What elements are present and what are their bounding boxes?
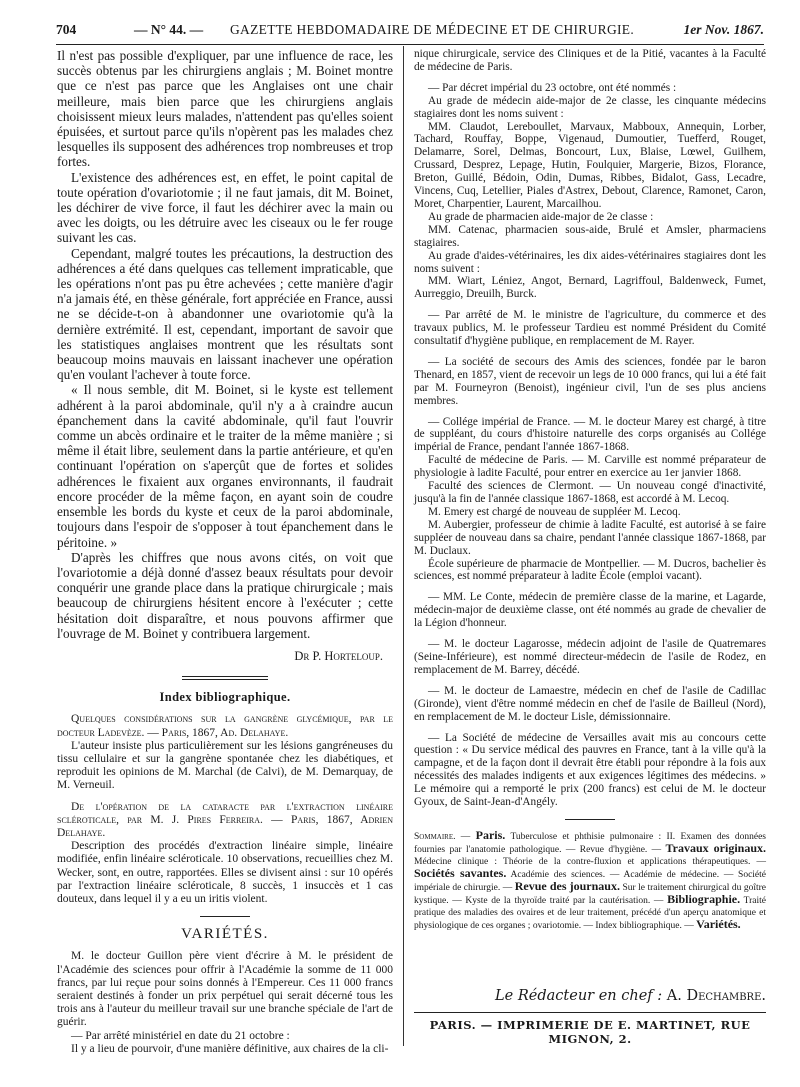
separator: [200, 916, 250, 917]
bibliography-title: De l'opération de la cataracte par l'extraction linéaire scléroticale, par M. J. Pires Ferreira. — Paris, 1867, Adrien Delahaye.: [57, 800, 393, 839]
paragraph: L'existence des adhérences est, en effet, le point capital de toute opération d'ovariotomie ; il ne faut jamais, dit M. Boinet, les déchirer de vive force, il faut les déchirer avec la main ou avec les doigts, ou les détruire avec les ciseaux ou le fer rouge suivant les cas.: [57, 169, 393, 246]
paragraph: — La Société de médecine de Versailles avait mis au concours cette question : « Du service médical des pauvres en France, tant à la ville qu'à la campagne, et de la façon dont il devrait être établi pour répondre à la fois aux nécessités des malades indigents et aux exigences légitimes des médecins. » Le mémoire qui a remporté le prix (200 francs) est celui de M. le docteur Gyoux, de Saint-Jean-d'Angély.: [414, 731, 766, 809]
page-header: [56, 22, 764, 40]
paragraph: MM. Catenac, pharmacien sous-aide, Brulé et Amsler, pharmaciens stagiaires.: [414, 223, 766, 249]
bibliography-title: Quelques considérations sur la gangrène glycémique, par le docteur Ladevèze. — Paris, 1867, Ad. Delahaye.: [57, 713, 393, 739]
paragraph: — M. le docteur Lagarosse, médecin adjoint de l'asile de Quatremares (Seine-Inférieure), est nommé directeur-médecin de l'asile de Rodez, en remplacement de M. Barrey, décédé.: [414, 638, 766, 676]
sommaire-section: Bibliographie.: [667, 892, 741, 907]
sommaire-text: Tuberculose et phthisie pulmonaire : II. Examen des données fournies par l'anatomie pathologique. — Revue d'hygiène. —: [414, 831, 766, 856]
bibliography-text: L'auteur insiste plus particulièrement sur les lésions gangréneuses du tissu cellulaire et sur la gangrène spontanée chez les diabétiques, et reproduit les opinions de M. Marchal (de Calvi), de M. Demarquay, de M. Verneuil.: [57, 739, 393, 792]
signature: Dr P. Horteloup.: [294, 648, 383, 663]
paragraph: Il y a lieu de pourvoir, d'une manière définitive, aux chaires de la cli-: [71, 1042, 389, 1055]
redacteur-line: [414, 988, 766, 1004]
redacteur-label: Le Rédacteur en chef :: [495, 988, 663, 1004]
paragraph: — Par arrêté ministériel en date du 21 octobre :: [71, 1029, 290, 1042]
paragraph: M. Emery est chargé de nouveau de suppléer M. Lecoq.: [428, 505, 681, 518]
imprint: PARIS. — IMPRIMERIE DE E. MARTINET, RUE MIGNON, 2.: [429, 1018, 751, 1046]
page-number: 704: [56, 22, 77, 37]
sommaire-label: Sommaire.: [414, 831, 456, 842]
separator: [565, 819, 615, 820]
paragraph: MM. Wiart, Léniez, Angot, Bernard, Lagriffoul, Baldenweck, Fumet, Aurreggio, Dreuilh, Burck.: [414, 275, 766, 301]
paragraph: Faculté des sciences de Clermont. — Un nouveau congé d'inactivité, jusqu'à la fin de l'année classique 1867-1868, est accordé à M. Lecoq.: [414, 480, 766, 505]
paragraph: Au grade de médecin aide-major de 2e classe, les cinquante médecins stagiaires dont les noms suivent :: [414, 94, 766, 120]
journal-title: GAZETTE HEBDOMADAIRE DE MÉDECINE ET DE CHIRURGIE.: [230, 22, 635, 37]
sommaire-section: Variétés.: [696, 917, 741, 932]
paragraph: M. le docteur Guillon père vient d'écrire à M. le président de l'Académie des sciences pour offrir à l'Académie la somme de 11 000 francs, par lui reçue pour soins donnés à l'Empereur. Ces 11 000 francs seraient destinés à fonder un prix perpétuel qui serait décerné tous les trois ans à l'auteur du meilleur travail sur une branche spéciale de l'art de guérir.: [57, 950, 393, 1029]
bibliography-text: Description des procédés d'extraction linéaire simple, linéaire modifiée, enfin linéaire scléroticale. 10 observations, recueillies chez M. Wecker, sont, en outre, rapportées. Elles se divisent ainsi : sur 10 opérés par l'extraction linéaire scléroticale, 8 succès, 1 insuccès et 1 cas douteux, dans lequel il y a eu un iritis violent.: [57, 840, 393, 905]
paragraph: Faculté de médecine de Paris. — M. Carville est nommé préparateur de physiologie à ladite Faculté, pour entrer en exercice au 1er janvier 1868.: [414, 454, 766, 480]
paragraph: — MM. Le Conte, médecin de première classe de la marine, et Lagarde, médecin-major de deuxième classe, ont été nommés au grade de chevalier de la Légion d'honneur.: [414, 591, 766, 630]
sommaire-section: Paris.: [475, 827, 506, 842]
sommaire-section: Revue des journaux.: [514, 879, 620, 894]
sommaire-text: Académie des sciences. — Académie de médecine. — Société impériale de chirurgie. —: [414, 869, 767, 894]
sommaire-section: Travaux originaux.: [665, 841, 766, 856]
paragraph: « Il nous semble, dit M. Boinet, si le kyste est tellement adhérent à la paroi abdominale, qu'il n'y a à craindre aucun épanchement dans la cavité abdominale, qu'il faut l'ouvrir comme un abcès ordinaire et le traiter de la même manière ; si même il était libre, seulement dans la partie antérieure, et qu'en continuant l'opération on s'aperçût que de fortes et solides adhérences le fixaient aux organes environnants, il faudrait encore procéder de la même façon, en ayant soin de coudre ensemble les bords du kyste et ceux de la paroi abdominale, toujours dans l'espoir de s'opposer à tout épanchement dans le péritoine. »: [57, 382, 393, 550]
paragraph: nique chirurgicale, service des Cliniques et de la Pitié, vacantes à la Faculté de médecine de Paris.: [414, 48, 766, 73]
paragraph: — Collége impérial de France. — M. le docteur Marey est chargé, à titre de suppléant, du cours d'histoire naturelle des corps organisés au Collége impérial de France, pendant l'année 1867-1868.: [414, 415, 766, 454]
sommaire: Sommaire. — Paris. Tuberculose et phthisie pulmonaire : II. Examen des données fournies par l'anatomie pathologique. — Revue d'hygiène. — Travaux originaux. Médecine clinique : Théorie de la contre-fluxion et applications thérapeutiques. — Sociétés savantes. Académie des sciences. — Académie de médecine. — Société impériale de chirurgie. — Revue des journaux. Sur le traitement chirurgical du goître kystique. — Kyste de la thyroïde traité par la cautérisation. — Bibliographie. Traité pratique des maladies des ovaires et de leur traitement, précédé d'un aperçu anatomique et physiologique de ces organes ; ovariotomie. — Index bibliographique. — Variétés.: [414, 827, 767, 932]
paragraph: M. Aubergier, professeur de chimie à ladite Faculté, est autorisé à se faire suppléer de nouveau dans sa chaire, pendant l'année classique 1867-1868, par M. Duclaux.: [414, 518, 766, 557]
paragraph: D'après les chiffres que nous avons cités, on voit que l'ovariotomie a déjà donné d'assez beaux résultats pour devoir conquérir une grande place dans la pratique chirurgicale ; mais beaucoup de chirurgiens hésitent encore à l'exécuter ; cette hésitation doit disparaître, et nous pouvons affirmer que l'ouvrage de M. Boinet y contribuera largement.: [57, 549, 393, 641]
issue-number: — N° 44. —: [134, 22, 204, 37]
paragraph: Il n'est pas possible d'expliquer, par une influence de race, les succès obtenus par les chirurgiens anglais ; M. Boinet montre que ce n'est pas parce que les Anglaises ont une chair meilleure, mais bien parce que les chirurgiens anglais choisissent mieux leurs malades, n'attendent pas qu'elles soient épuisées, et surtout parce qu'ils n'opèrent pas les malades chez lesquelles ils supposent des adhérences trop nombreuses et trop fortes.: [57, 48, 393, 170]
separator: [182, 676, 268, 680]
header-rule: [56, 44, 764, 45]
sommaire-section: Sociétés savantes.: [414, 865, 507, 880]
index-title: Index bibliographique.: [159, 690, 291, 705]
paragraph: École supérieure de pharmacie de Montpellier. — M. Ducros, bachelier ès sciences, est nommé préparateur à ladite École (emploi vacant).: [414, 557, 766, 583]
paragraph: — La société de secours des Amis des sciences, fondée par le baron Thenard, en 1857, vient de recevoir un legs de 10 000 francs, qui lui a été fait par M. Fourneyron (Benoist), ingénieur civil, l'un de ses plus anciens membres.: [414, 355, 766, 407]
paragraph: Au grade de pharmacien aide-major de 2e classe :: [428, 210, 654, 223]
paragraph: — Par arrêté de M. le ministre de l'agriculture, du commerce et des travaux publics, M. le professeur Tardieu est nommé Président du Comité consultatif d'hygiène publique, en remplacement de M. Rayer.: [414, 309, 766, 348]
paragraph: — M. le docteur de Lamaestre, médecin en chef de l'asile de Cadillac (Gironde), vient d'être nommé médecin en chef de l'asile de Bailleul (Nord), en remplacement de M. le docteur Lisle, démissionnaire.: [414, 684, 766, 723]
paragraph: — Par décret impérial du 23 octobre, ont été nommés :: [428, 81, 677, 94]
imprint-rule: [414, 1012, 766, 1013]
left-column: [57, 48, 393, 1056]
right-column: [414, 48, 766, 932]
redacteur-name: A. Dechambre.: [666, 988, 766, 1004]
paragraph: Cependant, malgré toutes les précautions, la destruction des adhérences a été dans quelques cas tellement impraticable, que les opérations n'ont pas pu être achevées ; cette manière d'agir n'a jamais été, en thèse générale, fort appréciée en France, aussi ne se décide-t-on à abandonner une ovariotomie qu'à la dernière extrémité. Il est, cependant, important de savoir que les statistiques anglaises montrent que les résultats sont beaucoup moins mauvais en laissant inachever une opération qu'en voulant l'achever à toute force.: [57, 245, 393, 383]
varietes-title: VARIÉTÉS.: [181, 926, 269, 943]
sommaire-text: Traité pratique des maladies des ovaires et de leur traitement, précédé d'un aperçu anatomique et physiologique de ces organes ; ovariotomie. — Index bibliographique. —: [414, 896, 766, 932]
sommaire-text: Médecine clinique : Théorie de la contre-fluxion et applications thérapeutiques. —: [414, 856, 766, 867]
paragraph: Au grade d'aides-vétérinaires, les dix aides-vétérinaires stagiaires dont les noms suivent :: [414, 249, 766, 275]
issue-date: 1er Nov. 1867.: [683, 22, 764, 37]
sommaire-text: Sur le traitement chirurgical du goître kystique. — Kyste de la thyroïde traité par la cautérisation. —: [414, 883, 767, 907]
column-divider: [403, 46, 404, 1046]
paragraph: MM. Claudot, Lereboullet, Marvaux, Mabboux, Annequin, Lorber, Tachard, Rouffay, Boppe, Vigenaud, Dumoutier, Tuefferd, Rouget, Delamarre, Sorel, Delmas, Boncourt, Lux, Blaise, Lœwel, Guilhem, Crussard, Desprez, Lepage, Hutin, Foulquier, Margerie, Bizos, Florance, Breton, Guillé, Bédoin, Odin, Dumas, Ribbes, Bidalot, Gass, Lecadre, Vincens, Cuq, Letellier, Piales d'Astrex, Debout, Clarence, Ramonet, Caron, Moret, Charpentier, Laurent, Marcailhou.: [414, 120, 766, 210]
